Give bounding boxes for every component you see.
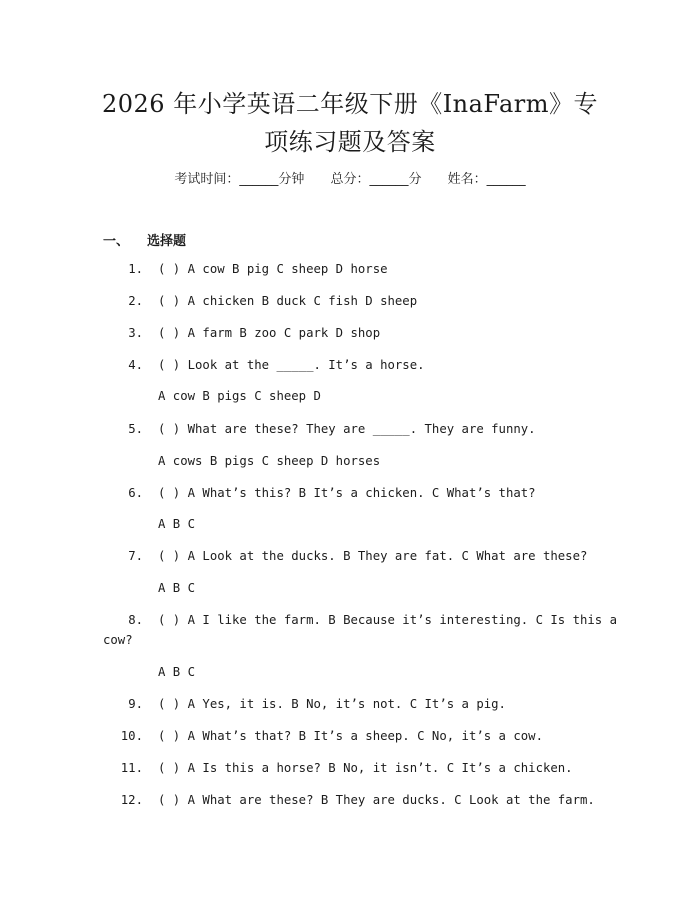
question-text: ( ) A What’s this? B It’s a chicken. C What’s that? [158,486,536,500]
question-item [103,262,388,276]
document-title-line-2: 项练习题及答案 [264,128,436,156]
question-number: 3. [128,326,143,340]
exam-meta-line [0,168,700,187]
question-item [103,729,543,743]
question-number: 2. [128,294,143,308]
question-text: ( ) A Yes, it is. B No, it’s not. C It’s a pig. [158,697,506,711]
question-item [103,326,380,340]
exam-time-field: 考试时间：______分钟 [174,172,305,187]
question-number: 12. [120,793,143,807]
question-text: ( ) A What are these? B They are ducks. C Look at the farm. [158,793,595,807]
question-item [103,613,617,627]
question-number: 4. [128,358,143,372]
question-options: A B C [158,581,196,595]
question-number: 1. [128,262,143,276]
document-title-line-1: 2026 年小学英语二年级下册《InaFarm》专 [101,90,598,118]
question-number: 5. [128,422,143,436]
question-item [103,486,536,500]
question-item [103,793,595,807]
question-item [103,358,425,372]
question-text: ( ) A Look at the ducks. B They are fat. C What are these? [158,549,588,563]
question-text: ( ) A I like the farm. B Because it’s interesting. C Is this a [158,613,618,627]
section-title: 选择题 [147,234,187,249]
question-item [103,294,417,308]
question-number: 10. [120,729,143,743]
section-number: 一、 [103,234,130,249]
question-number: 7. [128,549,143,563]
question-item [103,549,587,563]
question-text: ( ) A farm B zoo C park D shop [158,326,381,340]
question-text: ( ) A What’s that? B It’s a sheep. C No, it’s a cow. [158,729,543,743]
question-item [103,422,536,436]
question-number: 6. [128,486,143,500]
question-options: A cows B pigs C sheep D horses [158,454,381,468]
total-score-field: 总分：______分 [330,172,422,187]
question-text: ( ) Look at the _____. It’s a horse. [158,358,425,372]
question-item [103,761,573,775]
question-number: 9. [128,697,143,711]
question-text: ( ) A chicken B duck C fish D sheep [158,294,418,308]
question-text: ( ) A Is this a horse? B No, it isn’t. C It’s a chicken. [158,761,573,775]
section-heading [103,230,186,249]
question-text: ( ) What are these? They are _____. They are funny. [158,422,536,436]
question-number: 11. [120,761,143,775]
question-options: A cow B pigs C sheep D [158,389,321,403]
question-options: A B C [158,665,196,679]
question-item [103,697,506,711]
question-text: ( ) A cow B pig C sheep D horse [158,262,388,276]
question-options: A B C [158,517,196,531]
student-name-field: 姓名：______ [447,172,526,187]
question-number: 8. [128,613,143,627]
question-text-continuation: cow? [103,633,133,647]
